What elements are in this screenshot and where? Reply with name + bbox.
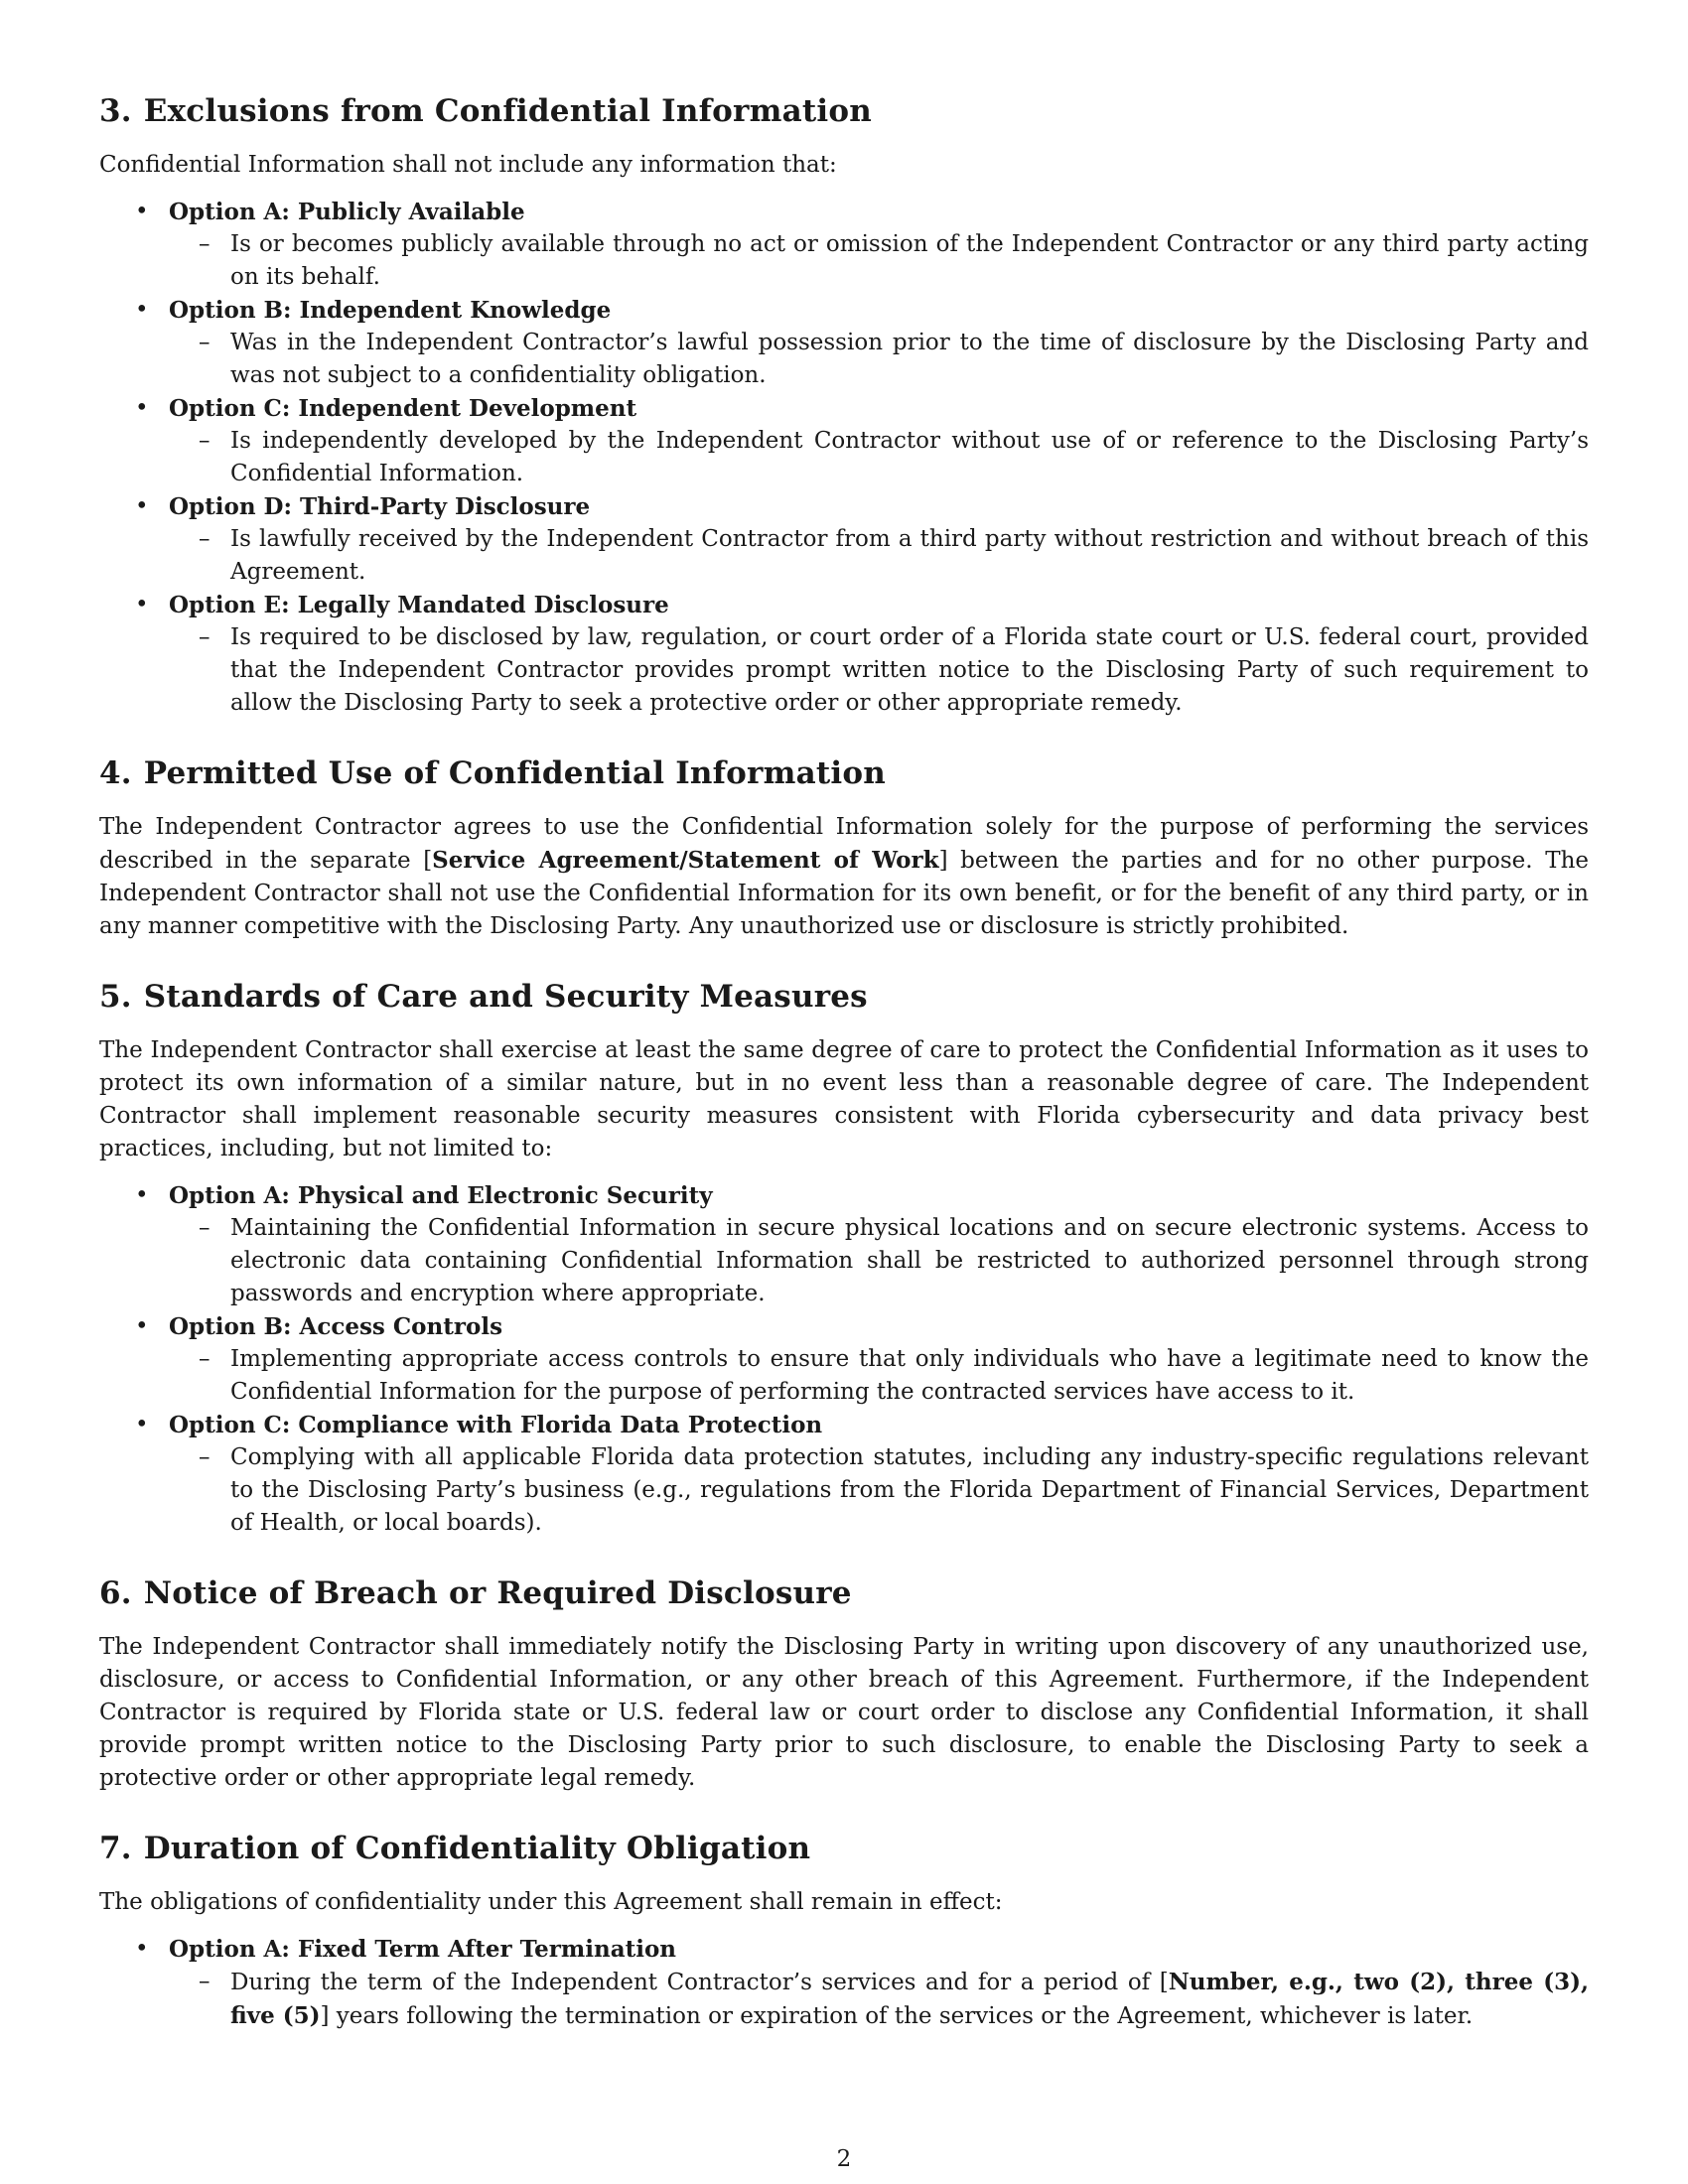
section-heading bbox=[99, 1829, 1589, 1868]
option-item bbox=[135, 1179, 1589, 1310]
option-title: Option B: Independent Knowledge bbox=[169, 297, 612, 324]
dash-icon: – bbox=[199, 330, 211, 355]
option-text: Complying with all applicable Florida data protection statutes, including any industry-specific regulations relevant to the Disclosing Party’s business (e.g., regulations from the Florida Department of Financial Services, Department of Health, or local boards). bbox=[230, 1444, 1589, 1536]
option-text-row bbox=[169, 523, 1589, 589]
option-item bbox=[135, 1310, 1589, 1409]
option-text: Implementing appropriate access controls to ensure that only individuals who have a legitimate need to know the Confidential Information for the purpose of performing the contracted services have access to it. bbox=[230, 1346, 1589, 1405]
bullet-icon: • bbox=[135, 592, 149, 617]
dash-icon: – bbox=[199, 231, 211, 257]
section-intro: The Independent Contractor shall exercise at least the same degree of care to protect the Confidential Information as it uses to protect its own information of a similar nature, but in no event less than a reasonable degree of care. The Independent Contractor shall implement reasonable security measures consistent with Florida cybersecurity and data privacy best practices, including, but not limited to: bbox=[99, 1037, 1589, 1161]
option-text: Is or becomes publicly available through no act or omission of the Independent Contractor or any third party acting on its behalf. bbox=[230, 231, 1589, 290]
option-item bbox=[135, 589, 1589, 720]
option-title: Option C: Compliance with Florida Data Protection bbox=[169, 1412, 823, 1438]
dash-icon: – bbox=[199, 1346, 211, 1372]
option-text-row bbox=[169, 1212, 1589, 1310]
section-heading bbox=[99, 753, 1589, 793]
option-title: Option A: Publicly Available bbox=[169, 199, 525, 225]
option-list bbox=[99, 1179, 1589, 1540]
section-number: 5. bbox=[99, 979, 132, 1015]
bullet-icon: • bbox=[135, 1412, 149, 1437]
section-6 bbox=[99, 1573, 1589, 1795]
section-heading bbox=[99, 91, 1589, 131]
bullet-icon: • bbox=[135, 297, 149, 323]
section-number: 7. bbox=[99, 1831, 132, 1866]
bullet-icon: • bbox=[135, 1313, 149, 1339]
option-item bbox=[135, 294, 1589, 392]
bullet-icon: • bbox=[135, 395, 149, 421]
section-paragraph: The Independent Contractor shall immediately notify the Disclosing Party in writing upon discovery of any unauthorized use, disclosure, or access to Confidential Information, or any other breach of this Agreement. Furthermore, if the Independent Contractor is required by Florida state or U.S. federal law or court order to disclose any Confidential Information, it shall provide prompt written notice to the Disclosing Party prior to such disclosure, to enable the Disclosing Party to seek a protective order or other appropriate legal remedy. bbox=[99, 1634, 1589, 1791]
section-intro: Confidential Information shall not include any information that: bbox=[99, 152, 837, 178]
option-text: Is independently developed by the Independent Contractor without use of or reference to the Disclosing Party’s Confidential Information. bbox=[230, 428, 1589, 486]
placeholder-text: Service Agreement/Statement of Work bbox=[432, 847, 939, 874]
section-4 bbox=[99, 753, 1589, 943]
option-text: Is required to be disclosed by law, regulation, or court order of a Florida state court or U.S. federal court, provided that the Independent Contractor provides prompt written notice to the Disclosing Party of such requirement to allow the Disclosing Party to seek a protective order or other appropriate remedy. bbox=[230, 624, 1589, 716]
option-title: Option E: Legally Mandated Disclosure bbox=[169, 592, 669, 618]
option-text: Was in the Independent Contractor’s lawful possession prior to the time of disclosure by the Disclosing Party and was not subject to a confidentiality obligation. bbox=[230, 330, 1589, 388]
option-item bbox=[135, 1409, 1589, 1540]
option-text-row bbox=[169, 621, 1589, 720]
option-item bbox=[135, 196, 1589, 294]
option-item bbox=[135, 490, 1589, 589]
bullet-icon: • bbox=[135, 1182, 149, 1208]
paragraph-text: The Independent Contractor agrees to use the Confidential Information solely for the purpose of performing the services described in the separate [ bbox=[99, 814, 1589, 874]
option-title: Option B: Access Controls bbox=[169, 1313, 503, 1340]
document-page bbox=[99, 91, 1589, 2067]
placeholder-text: Number, e.g., two (2), three (3), five (5) bbox=[230, 1969, 1589, 2029]
section-intro: The obligations of confidentiality under this Agreement shall remain in effect: bbox=[99, 1889, 1003, 1915]
section-title: Permitted Use of Confidential Information bbox=[143, 755, 886, 791]
section-7 bbox=[99, 1829, 1589, 2033]
section-title: Exclusions from Confidential Information bbox=[143, 93, 872, 129]
page-number: 2 bbox=[836, 2146, 852, 2172]
option-text: Is lawfully received by the Independent Contractor from a third party without restriction and without breach of this Agreement. bbox=[230, 526, 1589, 585]
option-list bbox=[99, 196, 1589, 720]
section-title: Duration of Confidentiality Obligation bbox=[143, 1831, 811, 1866]
option-text-row bbox=[169, 425, 1589, 490]
section-number: 6. bbox=[99, 1575, 132, 1611]
option-text-row bbox=[169, 1343, 1589, 1409]
bullet-icon: • bbox=[135, 493, 149, 519]
option-text-row bbox=[169, 228, 1589, 294]
option-title: Option A: Physical and Electronic Security bbox=[169, 1182, 713, 1209]
option-title: Option D: Third-Party Disclosure bbox=[169, 493, 591, 520]
option-list bbox=[99, 1933, 1589, 2033]
section-title: Standards of Care and Security Measures bbox=[143, 979, 868, 1015]
option-text: Maintaining the Confidential Information in secure physical locations and on secure electronic systems. Access to electronic data containing Confidential Information shall be restricted to authorized personnel through strong passwords and encryption where appropriate. bbox=[230, 1215, 1589, 1306]
paragraph-text: ] between the parties and for no other purpose. The Independent Contractor shall not use the Confidential Information for its own benefit, or for the benefit of any third party, or in any manner competitive with the Disclosing Party. Any unauthorized use or disclosure is strictly prohibited. bbox=[99, 848, 1589, 939]
section-5 bbox=[99, 977, 1589, 1540]
option-text: During the term of the Independent Contractor’s services and for a period of [ bbox=[230, 1970, 1169, 1995]
dash-icon: – bbox=[199, 1969, 211, 1994]
option-text-row bbox=[169, 327, 1589, 392]
dash-icon: – bbox=[199, 428, 211, 454]
option-title: Option C: Independent Development bbox=[169, 395, 637, 422]
section-heading bbox=[99, 1573, 1589, 1613]
option-text: ] years following the termination or expiration of the services or the Agreement, whichever is later. bbox=[320, 2003, 1474, 2029]
bullet-icon: • bbox=[135, 199, 149, 224]
option-item bbox=[135, 1933, 1589, 2033]
dash-icon: – bbox=[199, 624, 211, 650]
option-text-row bbox=[169, 1441, 1589, 1540]
option-title: Option A: Fixed Term After Termination bbox=[169, 1936, 677, 1963]
option-item bbox=[135, 392, 1589, 490]
dash-icon: – bbox=[199, 526, 211, 552]
dash-icon: – bbox=[199, 1444, 211, 1470]
section-3 bbox=[99, 91, 1589, 720]
option-text-row bbox=[169, 1966, 1589, 2033]
bullet-icon: • bbox=[135, 1936, 149, 1962]
section-paragraph bbox=[99, 811, 1589, 943]
section-number: 3. bbox=[99, 93, 132, 129]
section-number: 4. bbox=[99, 755, 132, 791]
section-title: Notice of Breach or Required Disclosure bbox=[143, 1575, 852, 1611]
dash-icon: – bbox=[199, 1215, 211, 1241]
section-heading bbox=[99, 977, 1589, 1017]
